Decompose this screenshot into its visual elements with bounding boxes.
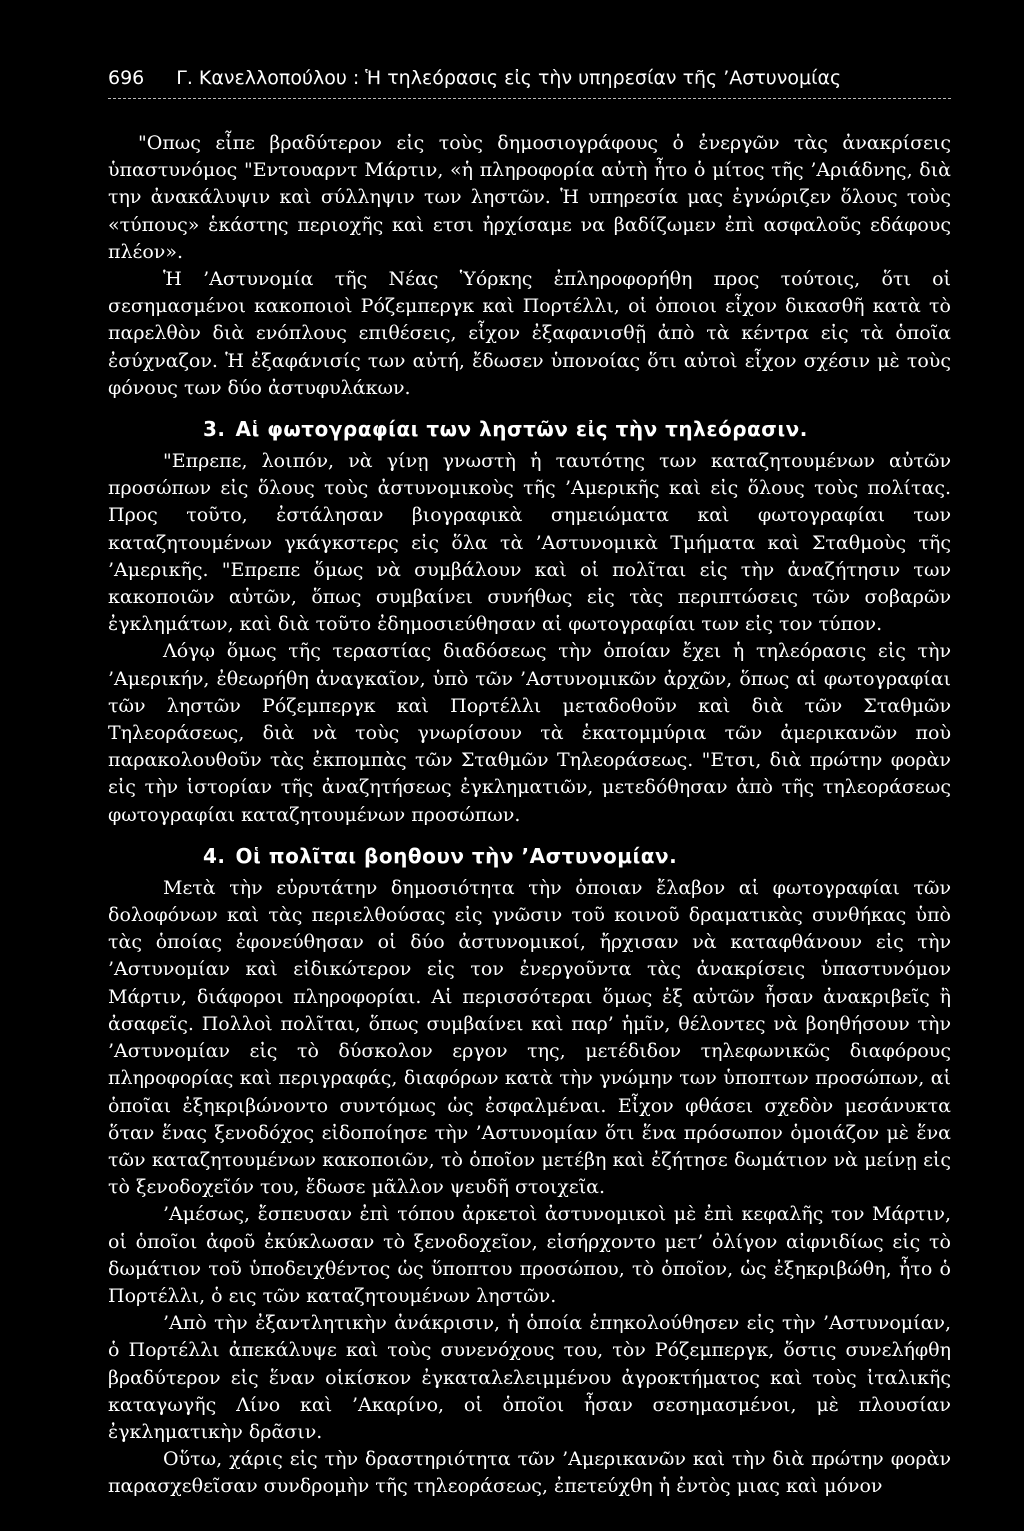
section-number: 3. — [203, 417, 226, 442]
paragraph: "Επρεπε, λοιπόν, νὰ γίνῃ γνωστὴ ἡ ταυτότης των καταζητουμένων αὐτῶν προσώπων εἰς ὅλους τοὺς ἀστυνομικοὺς τῆς ’Αμερικῆς καὶ εἰς ὅλους τοὺς πολίτας. Προς τοῦτο, ἐστάλησαν βιογραφικὰ σημειώματα καὶ φωτογραφίαι των καταζητουμένων γκάγκστερς εἰς ὅλα τὰ ’Αστυνομικὰ Τμήματα καὶ Σταθμοὺς τῆς ’Αμερικῆς. "Επρεπε ὅμως νὰ συμβάλουν καὶ οἱ πολῖται εἰς τὴν ἀναζήτησιν των κακοποιῶν αὐτῶν, ὅπως συμβαίνει συνήθως εἰς τὰς περιπτώσεις τῶν σοβαρῶν ἐγκλημάτων, καὶ διὰ τοῦτο ἐδημοσιεύθησαν αἱ φωτογραφίαι των εἰς τον τύπον. — [108, 450, 951, 636]
paragraph: Ἡ ’Αστυνομία τῆς Νέας Ὑόρκης ἐπληροφορήθη προς τούτοις, ὅτι οἱ σεσημασμένοι κακοποιοὶ Ρόζεμπεργκ καὶ Πορτέλλι, οἱ ὁποιοι εἶχον δικασθῆ κατὰ τὸ παρελθὸν διὰ ενόπλους επιθέσεις, εἶχον ἐξαφανισθῇ ἀπὸ τὰ κέντρα εἰς τὰ ὁποῖα ἐσύχναζον. Ἡ ἐξαφάνισίς των αὐτή, ἔδωσεν ὑπονοίας ὅτι αὐτοὶ εἶχον σχέσιν μὲ τοὺς φόνους των δύο ἀστυφυλάκων. — [108, 268, 951, 399]
section-title: Αἱ φωτογραφίαι των ληστῶν εἰς τὴν τηλεόρασιν. — [235, 417, 808, 442]
section-heading-3 — [203, 416, 951, 442]
running-title: Γ. Κανελλοπούλου : Ἡ τηλεόρασις εἰς τὴν υπηρεσίαν τῆς ’Αστυνομίας — [176, 67, 842, 89]
section-title: Οἱ πολῖται βοηθουν τὴν ’Αστυνομίαν. — [235, 843, 678, 868]
paragraph: ’Απὸ τὴν ἐξαντλητικὴν ἀνάκρισιν, ἡ ὁποία ἐπηκολούθησεν εἰς τὴν ’Αστυνομίαν, ὁ Πορτέλλι ἀπεκάλυψε καὶ τοὺς συνενόχους του, τὸν Ρόζεμπεργκ, ὅστις συνελήφθη βραδύτερον εἰς ἕναν οἰκίσκον ἐγκαταλελειμμένου ἀγροκτήματος καὶ τοὺς ἰταλικῆς καταγωγῆς Λίνο καὶ ’Ακαρίνο, οἱ ὁποῖοι ἦσαν σεσημασμένοι, μὲ πλουσίαν ἐγκληματικὴν δρᾶσιν. — [108, 1312, 951, 1443]
paragraph: Οὕτω, χάρις εἰς τὴν δραστηριότητα τῶν ’Αμερικανῶν καὶ τὴν διὰ πρώτην φορὰν παρασχεθεῖσαν συνδρομὴν τῆς τηλεοράσεως, ἐπετεύχθη ἡ ἐντὸς μιας καὶ μόνον — [108, 1448, 951, 1498]
paragraph: ’Αμέσως, ἔσπευσαν ἐπὶ τόπου ἀρκετοὶ ἀστυνομικοὶ μὲ ἐπὶ κεφαλῆς τον Μάρτιν, οἱ ὁποῖοι ἀφοῦ ἐκύκλωσαν τὸ ξενοδοχεῖον, εἰσήρχοντο μετ’ ὀλίγον αἰφνιδίως εἰς τὸ δωμάτιον τοῦ ὑποδειχθέντος ὡς ὕποπτου προσώπου, τὸ ὁποῖον, ὡς ἐξηκριβώθη, ἦτο ὁ Πορτέλλι, ὁ εις τῶν καταζητουμένων ληστῶν. — [108, 1203, 951, 1307]
paragraph: "Οπως εἶπε βραδύτερον εἰς τοὺς δημοσιογράφους ὁ ἐνεργῶν τὰς ἀνακρίσεις ὑπαστυνόμος "Εντουαρντ Μάρτιν, «ἡ πληροφορία αὐτὴ ἦτο ὁ μίτος τῆς ’Αριάδνης, διὰ την ἀνακάλυψιν καὶ σύλληψιν των ληστῶν. Ἡ υπηρεσία μας ἐγνώριζεν ὅλους τοὺς «τύπους» ἑκάστης περιοχῆς καὶ ετσι ἠρχίσαμε να βαδίζωμεν ἐπὶ ασφαλοῦς εδάφους πλέον». — [108, 132, 951, 263]
section-heading-4 — [203, 843, 951, 869]
paragraph: Μετὰ τὴν εὐρυτάτην δημοσιότητα τὴν ὁποιαν ἔλαβον αἱ φωτογραφίαι τῶν δολοφόνων καὶ τὰς περιελθούσας εἰς γνῶσιν τοῦ κοινοῦ δραματικὰς συνθήκας ὑπὸ τὰς ὁποίας ἐφονεύθησαν οἱ δύο ἀστυνομικοί, ἤρχισαν νὰ καταφθάνουν εἰς τὴν ’Αστυνομίαν καὶ εἰδικώτερον εἰς τον ἐνεργοῦντα τὰς ἀνακρίσεις ὑπαστυνόμον Μάρτιν, διάφοροι πληροφορίαι. Αἱ περισσότεραι ὅμως ἐξ αὐτῶν ἦσαν ἀνακριβεῖς ἢ ἀσαφεῖς. Πολλοὶ πολῖται, ὅπως συμβαίνει καὶ παρ’ ἡμῖν, θέλοντες νὰ βοηθήσουν τὴν ’Αστυνομίαν εἰς τὸ δύσκολον εργον της, μετέδιδον τηλεφωνικῶς διαφόρους πληροφορίας καὶ περιγραφάς, διαφόρων κατὰ τὴν γνώμην των ὑποπτων προσώπων, αἱ ὁποῖαι ἐξηκριβώνοντο συντόμως ὡς ἐσφαλμέναι. Εἶχον φθάσει σχεδὸν μεσάνυκτα ὅταν ἕνας ξενοδόχος εἰδοποίησε τὴν ’Αστυνομίαν ὅτι ἕνα πρόσωπον ὁμοιάζον μὲ ἕνα τῶν καταζητουμένων κακοποιῶν, τὸ ὁποῖον μετέβη καὶ ἐζήτησε δωμάτιον νὰ μείνῃ εἰς τὸ ξενοδοχεῖόν του, ἔδωσε μᾶλλον ψευδῆ στοιχεῖα. — [108, 876, 951, 1199]
section-number: 4. — [203, 843, 226, 868]
page-number: 696 — [108, 67, 145, 89]
page-body — [108, 130, 951, 1501]
paragraph: Λόγῳ ὅμως τῆς τεραστίας διαδόσεως τὴν ὁποίαν ἔχει ἡ τηλεόρασις εἰς τὴν ’Αμερικήν, ἐθεωρήθη ἀναγκαῖον, ὑπὸ τῶν ’Αστυνομικῶν ἀρχῶν, ὅπως αἱ φωτογραφίαι τῶν ληστῶν Ρόζεμπεργκ καὶ Πορτέλλι μεταδοθοῦν καὶ διὰ τῶν Σταθμῶν Τηλεοράσεως, διὰ νὰ τοὺς γνωρίσουν τὰ ἑκατομμύρια τῶν ἀμερικανῶν ποὺ παρακολουθοῦν τὰς ἐκπομπὰς τῶν Σταθμῶν Τηλεοράσεως. "Ετσι, διὰ πρώτην φορὰν εἰς τὴν ἱστορίαν τῆς ἀναζητήσεως ἐγκληματιῶν, μετεδόθησαν ἀπὸ τῆς τηλεοράσεως φωτογραφίαι καταζητουμένων προσώπων. — [108, 640, 951, 826]
header-rule — [108, 98, 951, 99]
running-header — [108, 66, 928, 90]
